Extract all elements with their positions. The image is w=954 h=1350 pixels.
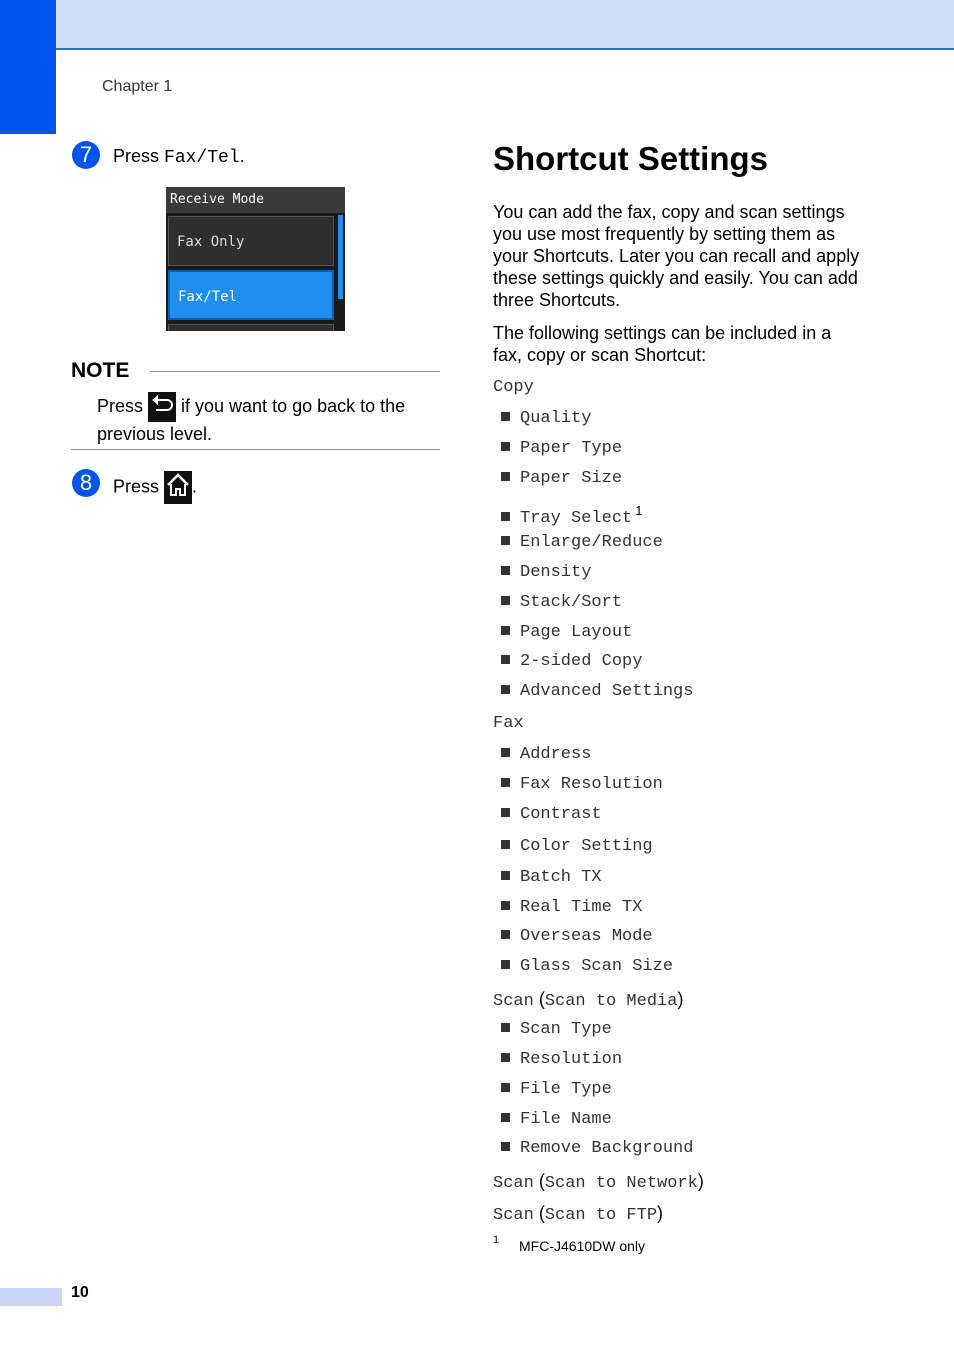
lcd-option-fax-only[interactable]: Fax Only xyxy=(168,216,334,266)
list-item: Color Setting xyxy=(501,837,653,856)
list-item: Resolution xyxy=(501,1050,622,1069)
note-rule xyxy=(150,371,440,372)
step-8-period: . xyxy=(192,476,198,497)
step-7-press: Press xyxy=(113,146,165,166)
back-icon xyxy=(148,392,176,422)
fax-tel-code: Fax/Tel xyxy=(164,148,240,168)
list-item: File Name xyxy=(501,1110,612,1129)
lcd-scrollbar[interactable] xyxy=(338,215,343,299)
page-number-bar xyxy=(0,1288,62,1306)
note-press: Press xyxy=(97,395,149,416)
list-item: Contrast xyxy=(501,805,602,824)
list-item: Advanced Settings xyxy=(501,682,693,701)
list-item: Page Layout xyxy=(501,623,632,642)
scan-ftp-heading: Scan (Scan to FTP) xyxy=(493,1203,664,1225)
step-7-text xyxy=(113,146,245,168)
list-item: Overseas Mode xyxy=(501,927,653,946)
list-item: Quality xyxy=(501,409,591,428)
list-item: 2-sided Copy xyxy=(501,652,642,671)
fax-heading: Fax xyxy=(493,714,524,733)
lcd-title: Receive Mode xyxy=(166,187,345,213)
intro-paragraph-2: The following settings can be included in a fax, copy or scan Shortcut: xyxy=(493,323,832,365)
list-item: Stack/Sort xyxy=(501,593,622,612)
list-item: Fax Resolution xyxy=(501,775,663,794)
list-item: Paper Type xyxy=(501,439,622,458)
chapter-label: Chapter 1 xyxy=(102,78,173,95)
lcd-option-partial xyxy=(168,324,334,331)
list-item: Paper Size xyxy=(501,469,622,488)
list-item: Glass Scan Size xyxy=(501,957,673,976)
header-bar xyxy=(0,0,954,50)
lcd-screen xyxy=(166,187,345,331)
note-bottom-rule xyxy=(71,449,440,450)
note-text: if you want to go back to the previous level. xyxy=(97,395,406,444)
home-icon xyxy=(164,471,192,504)
scan-network-heading: Scan (Scan to Network) xyxy=(493,1171,704,1193)
copy-heading: Copy xyxy=(493,378,534,397)
list-item: Tray Select $^1$ xyxy=(501,503,642,528)
footnote-ref: 1 xyxy=(635,503,643,518)
intro-paragraph: You can add the fax, copy and scan settings you use most frequently by setting them as your Shortcuts. Later you can recall and apply these settings quickly and easily. You can add three Shortcuts. xyxy=(493,202,860,310)
list-item: Real Time TX xyxy=(501,898,642,917)
scan-media-heading: Scan (Scan to Media) xyxy=(493,989,684,1011)
page-number: 10 xyxy=(71,1284,89,1301)
list-item: Enlarge/Reduce xyxy=(501,533,663,552)
list-item: Remove Background xyxy=(501,1139,693,1158)
footnote-number: 1 xyxy=(493,1234,500,1246)
step-8-press: Press xyxy=(113,476,165,497)
section-title: Shortcut Settings xyxy=(493,140,769,177)
list-item: Density xyxy=(501,563,591,582)
step-7-period: . xyxy=(239,146,245,166)
list-item: Scan Type xyxy=(501,1020,612,1039)
step-8-number: 8 xyxy=(72,469,100,497)
footnote-text: MFC-J4610DW only xyxy=(519,1238,646,1254)
list-item: Address xyxy=(501,745,591,764)
note-title: NOTE xyxy=(71,359,130,382)
lcd-option-fax-tel[interactable]: Fax/Tel xyxy=(168,270,334,320)
list-item: Batch TX xyxy=(501,868,602,887)
step-8-text xyxy=(113,471,197,504)
note-body xyxy=(97,392,437,446)
list-item: File Type xyxy=(501,1080,612,1099)
step-7-number: 7 xyxy=(72,141,100,169)
chapter-tab xyxy=(0,0,56,134)
